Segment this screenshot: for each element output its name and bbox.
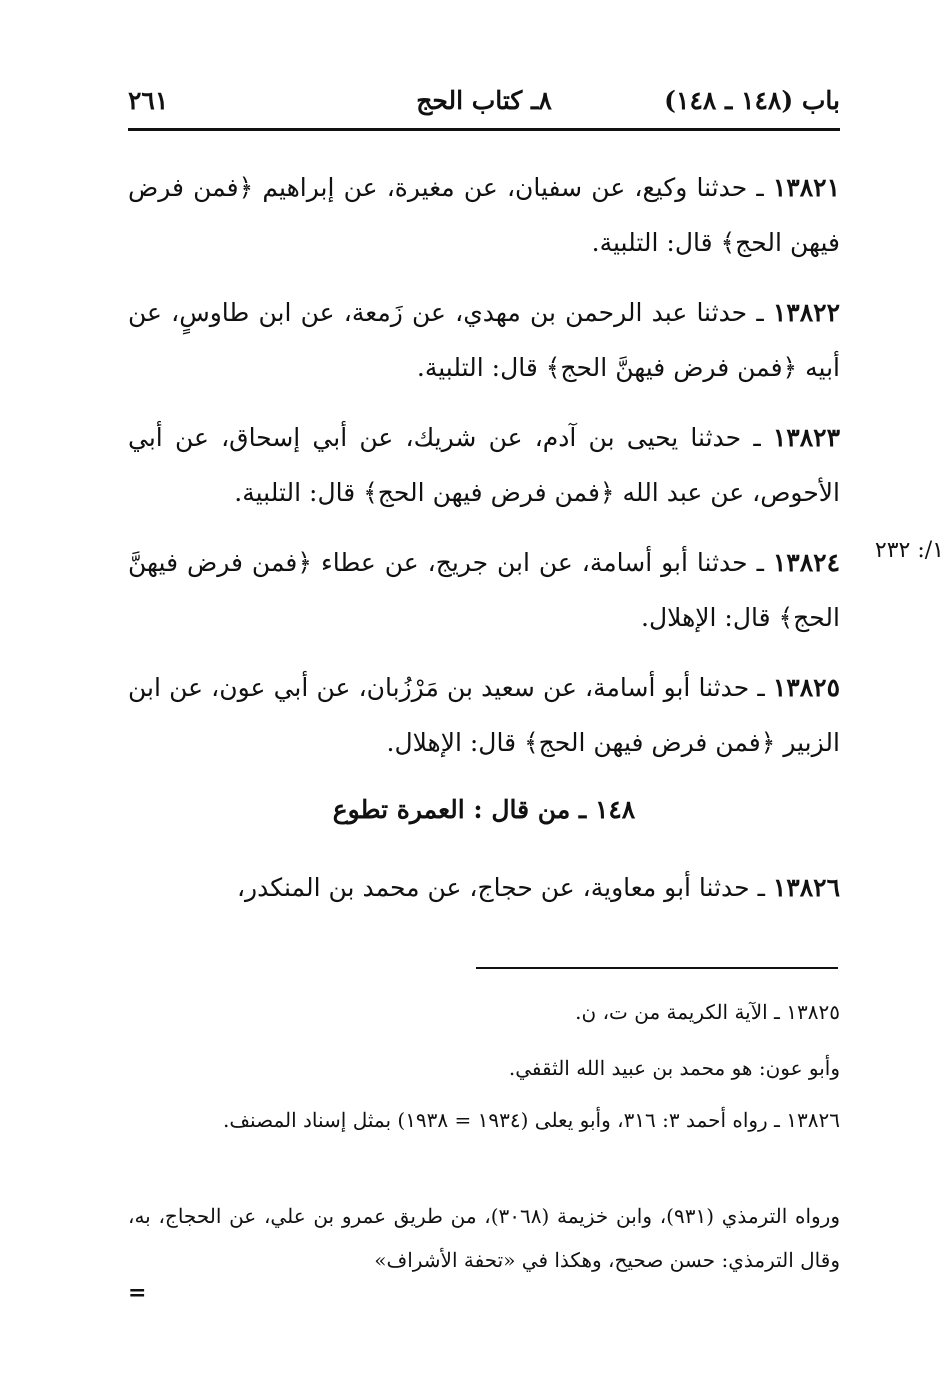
hadith-13825 bbox=[128, 660, 840, 770]
hadith-text: ـ حدثنا أبو أسامة، عن ابن جريج، عن عطاء ﴿فمن فرض فيهنَّ الحج﴾ قال: الإهلال. bbox=[128, 548, 840, 632]
book-title: ٨ـ كتاب الحج bbox=[416, 86, 552, 115]
footnote-3: ١٣٨٢٦ ـ رواه أحمد ٣: ٣١٦، وأبو يعلى (١٩٣٤ = ١٩٣٨) بمثل إسناد المصنف. bbox=[223, 1108, 840, 1132]
hadith-text: ـ حدثنا يحيى بن آدم، عن شريك، عن أبي إسحاق، عن أبي الأحوص، عن عبد الله ﴿فمن فرض فيهن الحج﴾ قال: التلبية. bbox=[128, 423, 840, 507]
hadith-number: ١٣٨٢٢ bbox=[772, 298, 840, 327]
hadith-13821 bbox=[128, 160, 840, 270]
hadith-number: ١٣٨٢٦ bbox=[772, 873, 840, 902]
hadith-text: ـ حدثنا أبو أسامة، عن سعيد بن مَرْزُبان، عن أبي عون، عن ابن الزبير ﴿فمن فرض فيهن الحج﴾ قال: الإهلال. bbox=[128, 673, 840, 757]
hadith-13826 bbox=[128, 860, 840, 915]
page-header bbox=[128, 82, 840, 122]
hadith-text: ـ حدثنا وكيع، عن سفيان، عن مغيرة، عن إبراهيم ﴿فمن فرض فيهن الحج﴾ قال: التلبية. bbox=[128, 173, 840, 257]
footnote-rule bbox=[476, 967, 838, 969]
hadith-number: ١٣٨٢١ bbox=[772, 173, 840, 202]
section-heading: ١٤٨ ـ من قال : العمرة تطوع bbox=[332, 795, 636, 824]
hadith-13824 bbox=[128, 535, 840, 645]
hadith-13823 bbox=[128, 410, 840, 520]
page-number: ٢٦١ bbox=[128, 86, 169, 115]
footnote-4: ورواه الترمذي (٩٣١)، وابن خزيمة (٣٠٦٨)، من طريق عمرو بن علي، عن الحجاج، به، وقال الترمذي: حسن صحيح، وهكذا في «تحفة الأشراف» bbox=[128, 1204, 840, 1272]
hadith-text: ـ حدثنا أبو معاوية، عن حجاج، عن محمد بن المنكدر، bbox=[236, 873, 773, 902]
chapter-range: باب (١٤٨ ـ ١٤٨) bbox=[664, 86, 840, 115]
footnote-2: وأبو عون: هو محمد بن عبيد الله الثقفي. bbox=[508, 1056, 840, 1080]
footnote-1: ١٣٨٢٥ ـ الآية الكريمة من ت، ن. bbox=[575, 1000, 840, 1024]
continuation-mark: = bbox=[128, 1280, 147, 1306]
hadith-text: ـ حدثنا عبد الرحمن بن مهدي، عن زَمعة، عن ابن طاوسٍ، عن أبيه ﴿فمن فرض فيهنَّ الحج﴾ قال: التلبية. bbox=[128, 298, 840, 382]
margin-reference: ١/: ٢٣٢ bbox=[874, 538, 944, 563]
header-rule bbox=[128, 128, 840, 131]
hadith-number: ١٣٨٢٥ bbox=[772, 673, 840, 702]
hadith-number: ١٣٨٢٣ bbox=[772, 423, 840, 452]
hadith-13822 bbox=[128, 285, 840, 395]
hadith-number: ١٣٨٢٤ bbox=[772, 548, 840, 577]
